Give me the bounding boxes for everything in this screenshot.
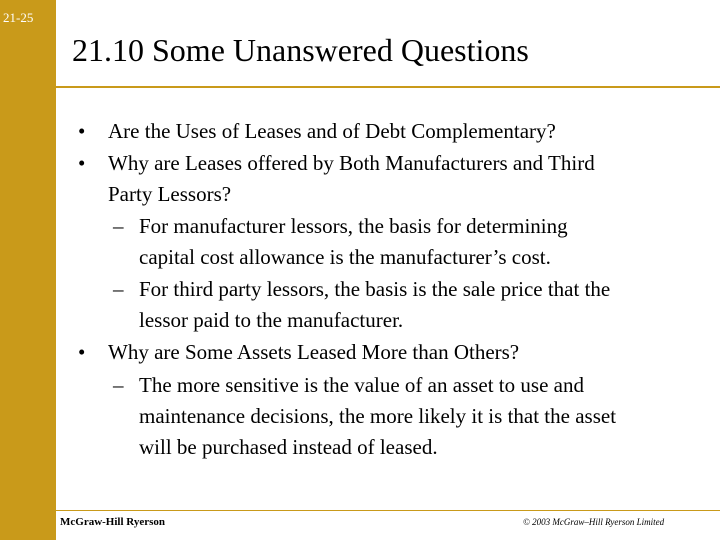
sub-bullet-text-continuation: will be purchased instead of leased. — [139, 435, 438, 459]
sub-bullet-text-continuation: lessor paid to the manufacturer. — [139, 308, 404, 332]
sub-bullet-text-continuation: maintenance decisions, the more likely it is that the asset — [139, 404, 617, 428]
slide-title: 21.10 Some Unanswered Questions — [72, 32, 529, 68]
sub-bullet-marker: – — [113, 373, 124, 397]
slide-number: 21-25 — [3, 10, 34, 25]
bullet-marker: • — [78, 119, 86, 143]
bullet-marker: • — [78, 151, 86, 175]
footer-publisher: McGraw-Hill Ryerson — [60, 516, 166, 528]
sub-bullet-text-continuation: capital cost allowance is the manufacturer’s cost. — [139, 245, 551, 269]
sub-bullet-marker: – — [113, 214, 124, 238]
bullet-text-continuation: Party Lessors? — [108, 182, 232, 206]
sub-bullet-text: The more sensitive is the value of an asset to use and — [139, 373, 584, 397]
sub-bullet-marker: – — [113, 277, 124, 301]
sub-bullet-text: For third party lessors, the basis is the sale price that the — [139, 277, 611, 301]
sub-bullet-text: For manufacturer lessors, the basis for determining — [139, 214, 568, 238]
bullet-text: Why are Leases offered by Both Manufacturers and Third — [108, 151, 595, 175]
bullet-text: Why are Some Assets Leased More than Others? — [108, 340, 520, 364]
bullet-marker: • — [78, 340, 86, 364]
bullet-text: Are the Uses of Leases and of Debt Complementary? — [108, 119, 556, 143]
footer-copyright: © 2003 McGraw–Hill Ryerson Limited — [523, 517, 665, 527]
footer-divider — [56, 510, 720, 511]
